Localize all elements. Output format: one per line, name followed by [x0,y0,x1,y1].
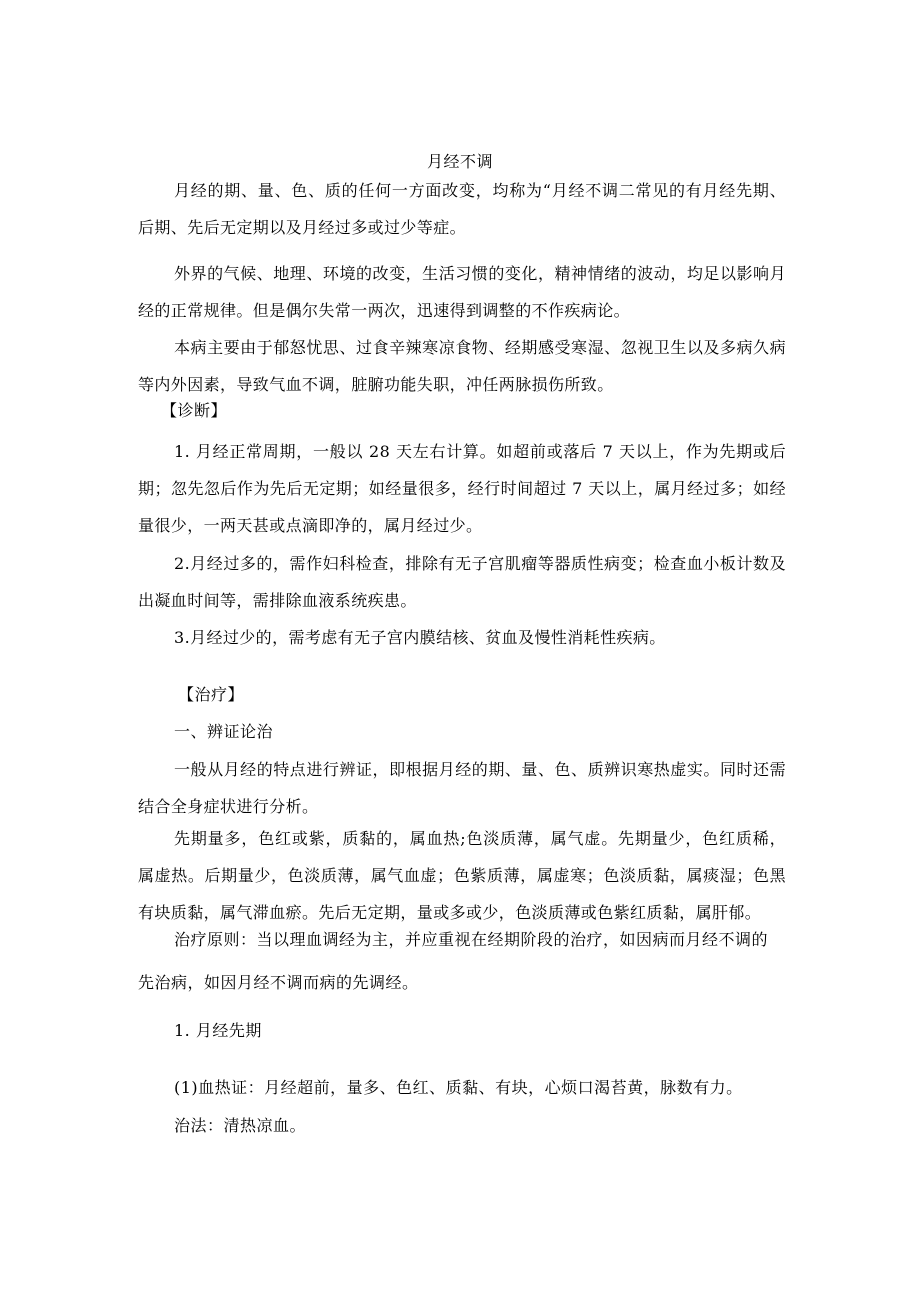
intro-paragraph-1: 月经的期、量、色、质的任何一方面改变，均称为“月经不调二常见的有月经先期、后期、先后无定期以及月经过多或过少等症。 [138,181,786,237]
intro-paragraph-3: 本病主要由于郁怒忧思、过食辛辣寒凉食物、经期感受寒湿、忽视卫生以及多病久病等内外因素，导致气血不调，脏腑功能失职，冲任两脉损伤所致。 [138,338,786,394]
document-title: 月经不调 [426,152,493,171]
section-early-menstruation: 1. 月经先期 [174,1021,262,1040]
treatment-subheading: 一、辨证论治 [174,722,274,741]
treatment-principle: 治疗原则：当以理血调经为主，并应重视在经期阶段的治疗，如因病而月经不调的 [174,930,769,949]
blood-heat-syndrome: (1)血热证：月经超前，量多、色红、质黏、有块，心烦口渴苔黄，脉数有力。 [174,1078,743,1097]
diagnosis-item-2: 2.月经过多的，需作妇科检查，排除有无子宫肌瘤等器质性病变；检查血小板计数及出凝血时间等，需排除血液系统疾患。 [138,554,786,610]
intro-paragraph-2: 外界的气候、地理、环境的改变，生活习惯的变化，精神情绪的波动，均足以影响月经的正常规律。但是偶尔失常一两次，迅速得到调整的不作疾病论。 [138,264,786,320]
treatment-heading: 【治疗】 [178,685,245,704]
treatment-paragraph-1: 一般从月经的特点进行辨证，即根据月经的期、量、色、质辨识寒热虚实。同时还需结合全身症状进行分析。 [138,760,786,816]
treatment-principle-cont: 先治病，如因月经不调而病的先调经。 [138,973,419,992]
treatment-method: 治法：清热凉血。 [174,1116,307,1135]
diagnosis-item-3: 3.月经过少的，需考虑有无子宫内膜结核、贫血及慢性消耗性疾病。 [174,628,666,647]
diagnosis-item-1: 1. 月经正常周期，一般以 28 天左右计算。如超前或落后 7 天以上，作为先期或后期；忽先忽后作为先后无定期；如经量很多，经行时间超过 7 天以上，属月经过多；如经量很少，一两天甚或点滴即净的，属月经过少。 [138,442,786,535]
diagnosis-heading: 【诊断】 [161,401,228,420]
treatment-paragraph-2: 先期量多，色红或紫，质黏的，属血热;色淡质薄，属气虚。先期量少，色红质稀，属虚热。后期量少，色淡质薄，属气血虚；色紫质薄，属虚寒；色淡质黏，属痰湿；色黑有块质黏，属气滞血瘀。先后无定期，量或多或少，色淡质薄或色紫红质黏，属肝郁。 [138,829,786,922]
